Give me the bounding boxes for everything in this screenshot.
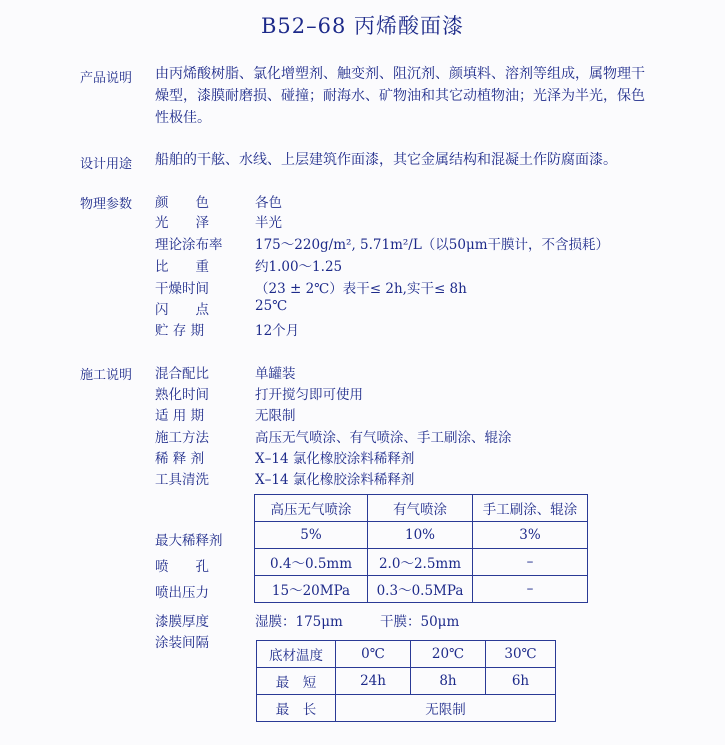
- table-cell: 24h: [336, 668, 411, 695]
- table-cell: 5%: [255, 522, 368, 549]
- table-row: [255, 576, 588, 603]
- product-description: [155, 63, 645, 129]
- table-row-label: 喷出压力: [155, 585, 209, 601]
- application-label: 施工说明: [80, 368, 133, 383]
- table-cell: 8h: [411, 668, 486, 695]
- table-cell: 15～20MPa: [255, 576, 368, 603]
- table-header-cell: 手工刷涂、辊涂: [473, 495, 588, 522]
- product-line: 燥型，漆膜耐磨损、碰撞；耐海水、矿物油和其它动植物油；光泽为半光，保色: [155, 88, 645, 104]
- product-description-label: 产品说明: [80, 71, 133, 86]
- usage-label: 设计用途: [80, 157, 133, 172]
- table-row-label: 最大稀释剂: [155, 533, 223, 549]
- physical-label: 物理参数: [80, 197, 133, 212]
- wet-film: 湿膜：175μm: [255, 614, 343, 630]
- table-header-cell: 有气喷涂: [368, 495, 473, 522]
- interval-label: 涂装间隔: [155, 635, 209, 651]
- table-header-row: [257, 641, 556, 668]
- table-cell: –: [473, 549, 588, 576]
- table-header-cell: 20℃: [411, 641, 486, 668]
- table-header-cell: 0℃: [336, 641, 411, 668]
- table-header-row: [255, 495, 588, 522]
- table-header-cell: 30℃: [486, 641, 556, 668]
- table-row-label: 喷 孔: [155, 559, 209, 575]
- table-header-cell: 底材温度: [257, 641, 336, 668]
- table-cell: 6h: [486, 668, 556, 695]
- table-cell: 2.0～2.5mm: [368, 549, 473, 576]
- table-cell: –: [473, 576, 588, 603]
- table-header-cell: 高压无气喷涂: [255, 495, 368, 522]
- document-title: B52–68 丙烯酸面漆: [260, 14, 465, 38]
- table-cell: 10%: [368, 522, 473, 549]
- table-cell: 0.4～0.5mm: [255, 549, 368, 576]
- product-line: 性极佳。: [155, 110, 211, 126]
- table-cell: 无限制: [336, 695, 556, 722]
- table-cell: 3%: [473, 522, 588, 549]
- table-cell: 最 短: [257, 668, 336, 695]
- usage-text: 船舶的干舷、水线、上层建筑作面漆，其它金属结构和混凝土作防腐面漆。: [155, 152, 617, 168]
- table-row: [255, 522, 588, 549]
- film-thickness-label: 漆膜厚度: [155, 614, 209, 630]
- table-row: [257, 695, 556, 722]
- table-row: [255, 549, 588, 576]
- spray-method-table: [254, 494, 588, 603]
- table-row: [257, 668, 556, 695]
- dry-film: 干膜：50μm: [380, 614, 460, 630]
- recoat-interval-table: [256, 640, 556, 722]
- table-cell: 0.3～0.5MPa: [368, 576, 473, 603]
- product-line: 由丙烯酸树脂、氯化增塑剂、触变剂、阻沉剂、颜填料、溶剂等组成，属物理干: [155, 66, 645, 82]
- table-cell: 最 长: [257, 695, 336, 722]
